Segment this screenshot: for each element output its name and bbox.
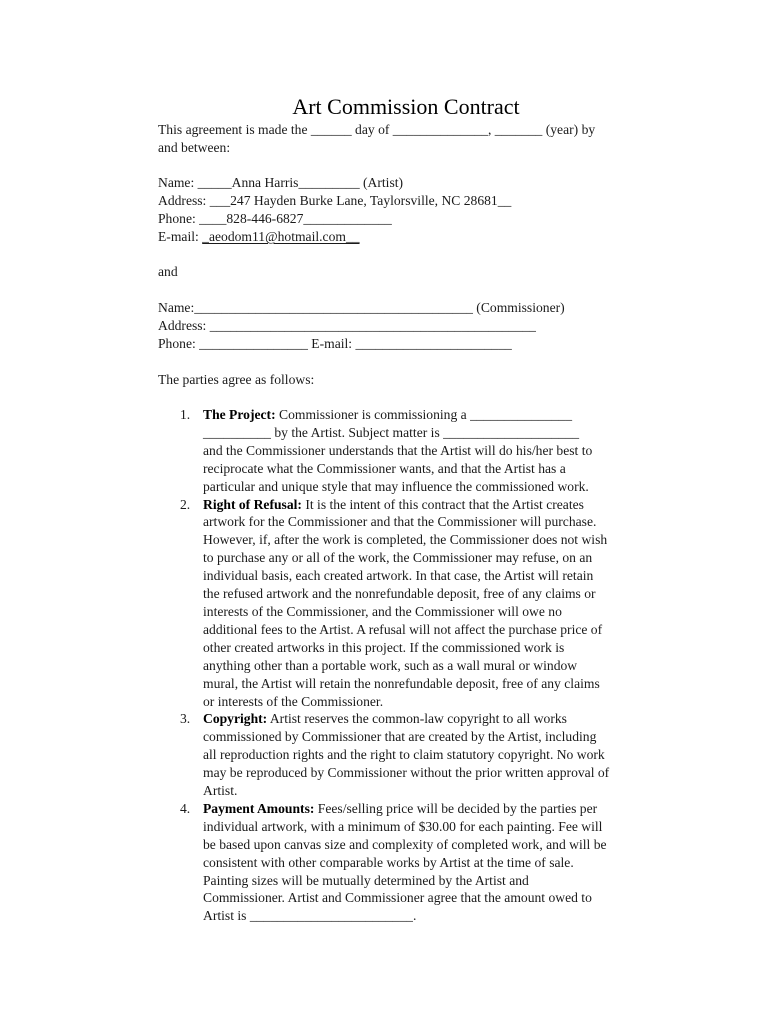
clause-line: Painting sizes will be mutually determined by the Artist and <box>203 872 529 888</box>
clause-heading: The Project: <box>203 407 276 422</box>
clause-line: Artist is ________________________. <box>203 908 417 924</box>
clause-line <box>203 710 658 728</box>
clause-heading: Right of Refusal: <box>203 496 302 512</box>
clause-line: additional fees to the Artist. A refusal will not affect the purchase price of <box>203 621 603 637</box>
artist-phone-label: Phone: <box>158 211 200 226</box>
artist-name-label: Name: <box>158 175 198 190</box>
commissioner-name-line: Name:_________________________________________ (Commissioner) <box>158 300 565 315</box>
artist-phone-value: ____828-446-6827_____________ <box>199 211 392 226</box>
clause-line: and the Commissioner understands that the Artist will do his/her best to <box>203 442 593 458</box>
clause-text: Fees/selling price will be decided by the parties per <box>314 800 598 816</box>
clause-line: individual basis, each created artwork. In that case, the Artist will retain <box>203 568 594 584</box>
artist-email-label: E-mail: <box>158 229 203 244</box>
clause-line: the refused artwork and the nonrefundable deposit, free of any claims or <box>203 586 596 602</box>
clause-heading: Payment Amounts: <box>203 800 315 816</box>
clause-line: anything other than a portable work, such as a wall mural or window <box>203 657 578 673</box>
clause-number: 4. <box>180 800 191 816</box>
intro-line-1: This agreement is made the ______ day of ______________, _______ (year) by <box>158 122 596 137</box>
clause-line: artwork for the Commissioner and that the Commissioner will purchase. <box>203 514 597 530</box>
clause-line: Artist. <box>203 783 238 799</box>
clause-line: be based upon canvas size and complexity of completed work, and will be <box>203 836 607 852</box>
and-text: and <box>158 264 178 279</box>
artist-address-value: ___247 Hayden Burke Lane, Taylorsville, NC 28681__ <box>209 193 512 208</box>
clause-line: particular and unique style that may influence the commissioned work. <box>203 478 589 494</box>
clause-text: It is the intent of this contract that the Artist creates <box>301 496 584 512</box>
page-title: Art Commission Contract <box>292 94 520 119</box>
artist-name-value: _____Anna Harris_________ <box>197 175 360 190</box>
clause-number: 1. <box>180 407 191 422</box>
clause-heading: Copyright: <box>203 711 268 727</box>
clause-line: reciprocate what the Commissioner wants, and that the Artist has a <box>203 460 566 476</box>
clause-line <box>203 496 658 514</box>
clause-text: Artist reserves the common-law copyright to all works <box>267 711 567 727</box>
clause-line: However, if, after the work is completed, the Commissioner does not wish <box>203 532 608 548</box>
clause-line: interests of the Commissioner, and the Commissioner will owe no <box>203 603 562 619</box>
artist-name-line <box>158 174 403 192</box>
clause-item <box>178 496 658 711</box>
commissioner-address-line: Address: ________________________________________________ <box>158 318 536 333</box>
clause-line: Commissioner. Artist and Commissioner agree that the amount owed to <box>203 890 592 906</box>
artist-address-line <box>158 192 511 210</box>
clause-line <box>203 406 658 424</box>
clause-item <box>178 710 658 800</box>
clause-line: mural, the Artist will retain the nonrefundable deposit, free of any claims <box>203 675 600 691</box>
clauses-list <box>178 406 658 925</box>
clause-line: other created artworks in this project. If the commissioned work is <box>203 639 565 655</box>
clause-line: commissioned by Commissioner that are created by the Artist, including <box>203 729 597 745</box>
clause-text: Commissioner is commissioning a _______________ <box>275 407 573 422</box>
clause-line <box>203 800 658 818</box>
clause-line: __________ by the Artist. Subject matter is ____________________ <box>203 424 580 440</box>
artist-address-label: Address: <box>158 193 210 208</box>
commissioner-phone-email-line: Phone: ________________ E-mail: _______________________ <box>158 336 512 351</box>
artist-phone-line <box>158 210 392 228</box>
artist-name-suffix: (Artist) <box>359 175 404 190</box>
agree-text: The parties agree as follows: <box>158 372 315 387</box>
clause-line: or interests of the Commissioner. <box>203 693 384 709</box>
artist-email-line <box>158 228 360 246</box>
clause-number: 2. <box>180 496 191 512</box>
clause-line: consistent with other comparable works by Artist at the time of sale. <box>203 854 574 870</box>
clause-line: may be reproduced by Commissioner without the prior written approval of <box>203 765 610 781</box>
intro-line-2: and between: <box>158 140 231 155</box>
clause-line: to purchase any or all of the work, the Commissioner may refuse, on an <box>203 550 593 566</box>
clause-item <box>178 800 658 925</box>
clause-line: individual artwork, with a minimum of $30.00 for each painting. Fee will <box>203 818 603 834</box>
clause-item <box>178 406 658 496</box>
clause-number: 3. <box>180 711 191 727</box>
artist-email-value[interactable]: _aeodom11@hotmail.com__ <box>202 229 360 244</box>
clause-line: all reproduction rights and the right to claim statutory copyright. No work <box>203 747 605 763</box>
